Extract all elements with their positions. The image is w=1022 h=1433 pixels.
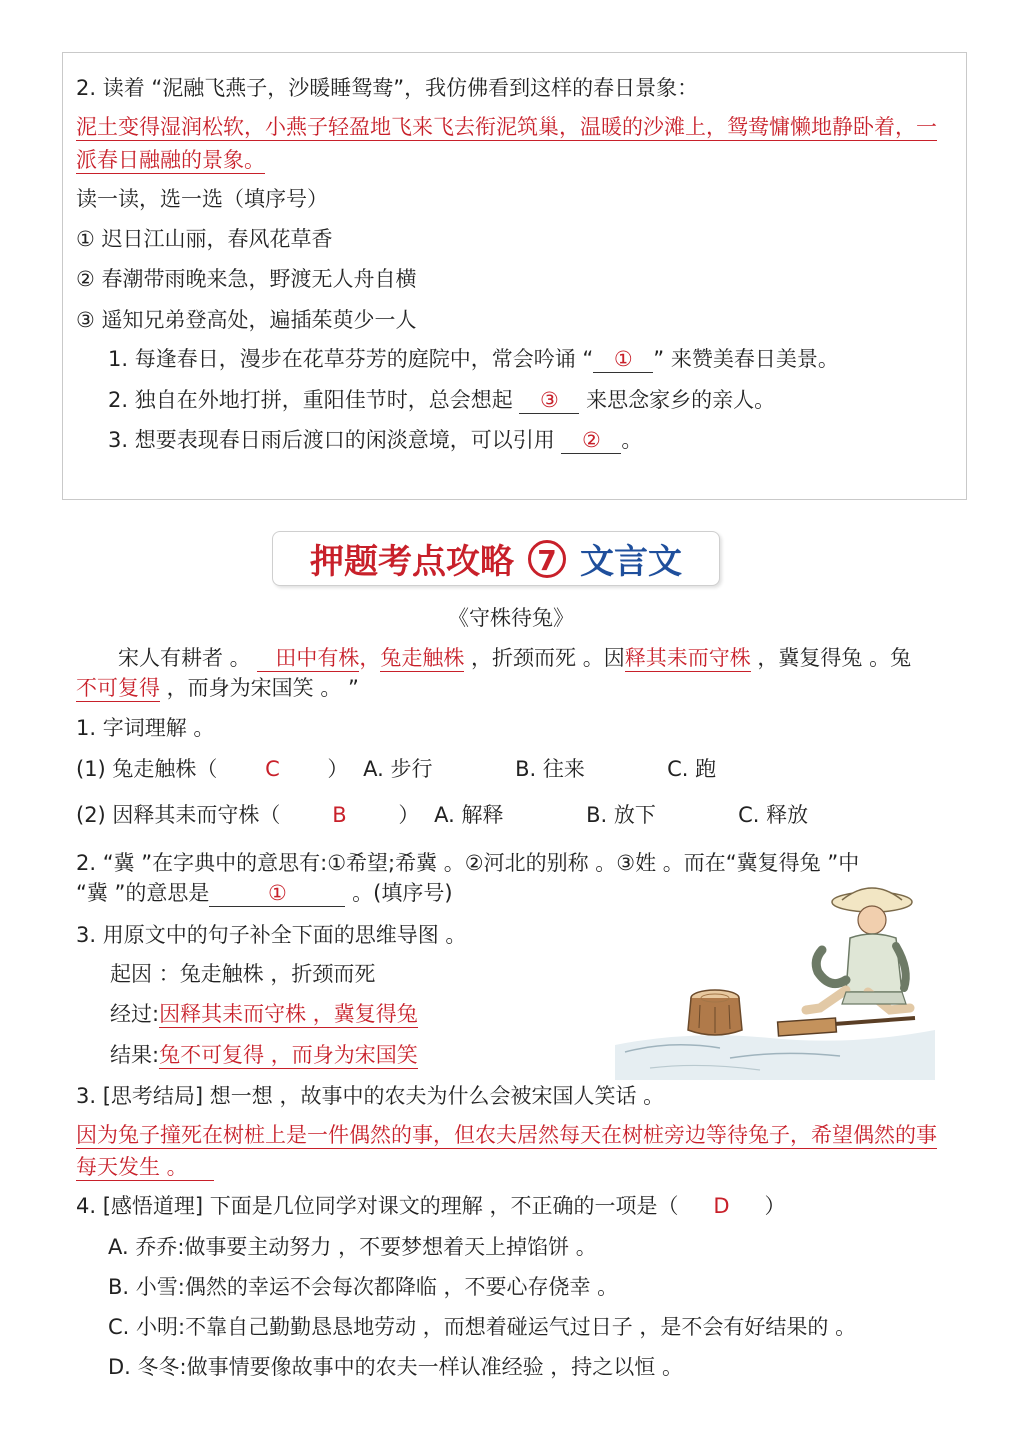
story-text-line2: 不可复得 ，而身为宋国笑 。 ” [76,676,359,700]
section-number-badge: 7 [528,540,566,578]
plough-icon [778,1018,915,1036]
sub1-answer-blank[interactable]: ① [593,346,653,373]
insight-option-a: A. 乔乔:做事要主动努力 ，不要梦想着天上掉馅饼 。 [108,1235,597,1259]
q2-answer-line2: 派春日融融的景象。 [76,148,265,172]
select-heading: 读一读，选一选（填序号） [76,187,328,211]
q2-answer-line1: 泥土变得湿润松软，小燕子轻盈地飞来飞去衔泥筑巢，温暖的沙滩上，鸳鸯慵懒地静卧着，一 [76,115,937,139]
mindmap-heading: 3. 用原文中的句子补全下面的思维导图 。 [76,923,467,947]
insight-option-c: C. 小明:不靠自己勤勤恳恳地劳动 ，而想着碰运气过日子 ，是不会有好结果的 。 [108,1315,857,1339]
insight-question-heading: 4. [感悟道理] 下面是几位同学对课文的理解 ，不正确的一项是（ D ） [76,1191,785,1221]
word-item-1-answer: C [265,757,280,781]
insight-option-d: D. 冬冬:做事情要像故事中的农夫一样认准经验 ，持之以恒 。 [108,1355,683,1379]
sub3-answer-blank[interactable]: ② [561,427,621,454]
mindmap-process: 经过:因释其耒而守株 ，冀复得兔 [110,1002,418,1026]
option-1: ① 迟日江山丽，春风花草香 [76,227,333,251]
farmer-stump-illustration [610,880,940,1080]
word-item-2-answer: B [332,803,347,827]
sub-question-1: 1. 每逢春日，漫步在花草芬芳的庭院中，常会吟诵 “ ① ” 来赞美春日美景。 [108,347,839,371]
mindmap-result: 结果:兔不可复得 ，而身为宋国笑 [110,1043,418,1067]
insight-option-b: B. 小雪:偶然的幸运不会每次都降临 ，不要心存侥幸 。 [108,1275,619,1299]
sub-question-2: 2. 独自在外地打拼，重阳佳节时，总会想起 ③ 来思念家乡的亲人。 [108,388,776,412]
section-topic: 文言文 [580,542,682,582]
dict-question-line1: 2. “冀 ”在字典中的意思有:①希望;希冀 。②河北的别称 。③姓 。而在“冀复得兔 ”中 [76,851,860,875]
mindmap-cause: 起因 ：兔走触株 ，折颈而死 [110,962,376,986]
think-question-heading: 3. [思考结局] 想一想 ，故事中的农夫为什么会被宋国人笑话 。 [76,1084,665,1108]
farmer-figure [806,888,912,1010]
insight-answer: D [713,1194,730,1218]
tree-stump-icon [688,990,742,1035]
option-2: ② 春潮带雨晚来急，野渡无人舟自横 [76,267,417,291]
story-title: 《守株待兔》 [448,606,574,630]
section-title-banner [272,531,720,586]
sub-question-3: 3. 想要表现春日雨后渡口的闲淡意境，可以引用 ② 。 [108,428,643,452]
option-3: ③ 遥知兄弟登高处，遍插茱萸少一人 [76,308,417,332]
section-title-text: 押题考点攻略 [310,542,514,582]
think-answer-line1: 因为兔子撞死在树桩上是一件偶然的事，但农夫居然每天在树桩旁边等待兔子，希望偶然的事 [76,1123,937,1147]
think-answer-line2: 每天发生 。 [76,1152,214,1182]
dict-answer-blank[interactable]: ① [209,880,345,907]
word-question-heading: 1. 字词理解 。 [76,716,215,740]
word-item-2: (2) 因释其耒而守株（ B ） A. 解释 B. 放下 C. 释放 [76,800,808,830]
q2-prompt: 2. 读着 “泥融飞燕子，沙暖睡鸳鸯”，我仿佛看到这样的春日景象： [76,76,699,100]
story-text-line1: 宋人有耕者 。 田中有株，兔走触株 ，折颈而死 。因释其耒而守株 ，冀复得兔 。兔 [118,646,912,670]
word-item-1: (1) 兔走触株（ C ） A. 步行 B. 往来 C. 跑 [76,754,716,784]
dict-question-line2: “冀 ”的意思是 ① 。(填序号) [76,881,453,905]
sub2-answer-blank[interactable]: ③ [519,387,579,414]
